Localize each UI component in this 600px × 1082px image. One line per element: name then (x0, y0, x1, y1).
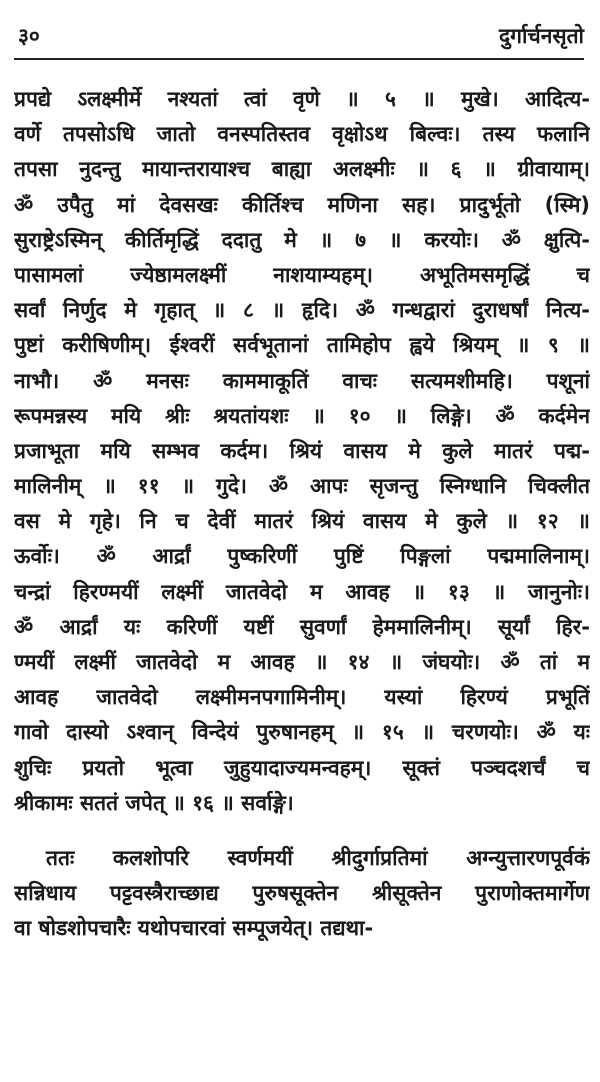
text-line: प्रपद्ये ऽलक्ष्मीर्मे नश्यतां त्वां वृणे ॥ ५ ॥ मुखे। आदित्य- (14, 87, 590, 111)
text-line: प्रजाभूता मयि सम्भव कर्दम। श्रियं वासय मे कुले मातरं पद्म- (14, 438, 590, 463)
page-number: ३० (18, 24, 40, 48)
text-line: वा षोडशोपचारैः यथोपचारवां सम्पूजयेत्। तद्यथा- (14, 916, 374, 941)
text-line: ण्मयीं लक्ष्मीं जातवेदो म आवह ॥ १४ ॥ जंघयोः। ॐ तां म (14, 650, 590, 674)
text-line: ततः कलशोपरि स्वर्णमयीं श्रीदुर्गाप्रतिमां अग्न्युत्तारणपूर्वकं (46, 845, 590, 870)
text-line: पासामलां ज्येष्ठामलक्ष्मीं नाशयाम्यहम्। अभूतिमसमृद्धिं च (14, 262, 590, 287)
text-line: तपसा नुदन्तु मायान्तरायाश्च बाह्या अलक्ष्मीः ॥ ६ ॥ ग्रीवायाम्। (14, 157, 590, 182)
closing-paragraph (14, 841, 590, 947)
text-line: पुष्टां करीषिणीम्। ईश्वरीं सर्वभूतानां तामिहोप ह्वये श्रियम् ॥ ९ ॥ (14, 333, 590, 358)
text-line: नाभौ। ॐ मनसः काममाकूतिं वाचः सत्यमशीमहि। पशूनां (14, 368, 590, 393)
text-line: रूपमन्नस्य मयि श्रीः श्रयतांयशः ॥ १० ॥ लिङ्गे। ॐ कर्दमेन (14, 403, 590, 428)
text-line: सुराष्ट्रेऽस्मिन् कीर्तिमृद्धिं ददातु मे ॥ ७ ॥ करयोः। ॐ क्षुत्पि- (14, 227, 590, 252)
text-line: मालिनीम् ॥ ११ ॥ गुदे। ॐ आपः सृजन्तु स्निग्धानि चिक्लीत (14, 474, 590, 499)
text-line: गावो दास्यो ऽश्वान् विन्देयं पुरुषानहम् ॥ १५ ॥ चरणयोः। ॐ यः (14, 720, 590, 745)
text-line: सर्वां निर्णुद मे गृहात् ॥ ८ ॥ हृदि। ॐ गन्धद्वारां दुराधर्षां नित्य- (14, 298, 590, 323)
page-header (14, 0, 584, 60)
text-line: चन्द्रां हिरण्मयीं लक्ष्मीं जातवेदो म आवह ॥ १३ ॥ जानुनोः। (14, 579, 590, 604)
running-title: दुर्गार्चनसृतो (498, 24, 584, 48)
body-text (14, 60, 590, 947)
text-line: वर्णे तपसोऽधि जातो वनस्पतिस्तव वृक्षोऽथ बिल्वः। तस्य फलानि (14, 122, 590, 147)
text-line: ऊर्वोः। ॐ आर्द्रां पुष्करिणीं पुष्टिं पिङ्गलां पद्ममालिनाम्। (14, 544, 590, 569)
text-line: ॐ आर्द्रां यः करिणीं यष्टीं सुवर्णां हेममालिनीम्। सूर्यां हिर- (14, 614, 590, 639)
text-line: सन्निधाय पट्टवस्त्रैराच्छाद्य पुरुषसूक्तेन श्रीसूक्तेन पुराणोक्तमार्गेण (14, 881, 590, 906)
text-line: शुचिः प्रयतो भूत्वा जुहुयादाज्यमन्वहम्। सूक्तं पञ्चदशर्चं च (14, 755, 590, 780)
text-line: ॐ उपैतु मां देवसखः कीर्तिश्च मणिना सह। प्रादुर्भूतो (स्मि) (14, 192, 590, 217)
paragraph-gap (14, 821, 590, 841)
text-line: आवह जातवेदो लक्ष्मीमनपगामिनीम्। यस्यां हिरण्यं प्रभूतिं (14, 685, 590, 710)
verse-block (14, 82, 590, 821)
text-line: वस मे गृहे। नि च देवीं मातरं श्रियं वासय मे कुले ॥ १२ ॥ (14, 509, 590, 534)
text-line: श्रीकामः सततं जपेत् ॥ १६ ॥ सर्वाङ्गे। (14, 790, 294, 815)
